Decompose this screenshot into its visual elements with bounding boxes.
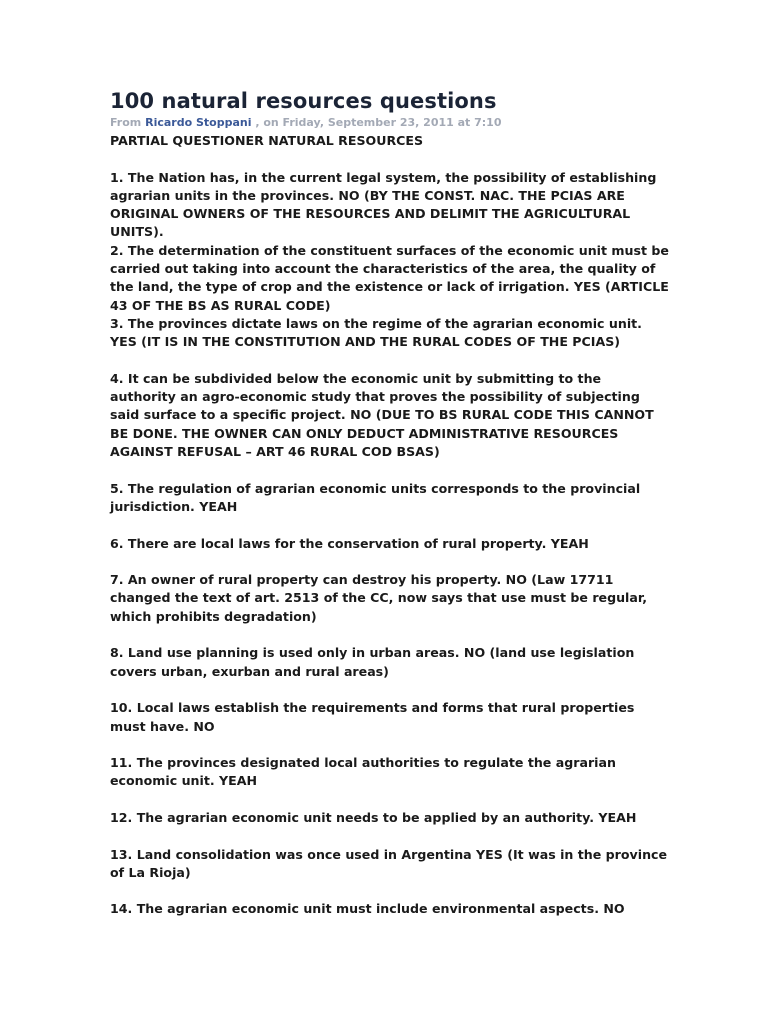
spacer <box>110 791 670 809</box>
question-2: 2. The determination of the constituent surfaces of the economic unit must be carried out taking into account the characteristics of the area, the quality of the land, the type of crop and the existence or lack of irrigation. YES (ARTICLE 43 OF THE BS AS RURAL CODE) <box>110 242 669 313</box>
author-link[interactable]: Ricardo Stoppani <box>145 116 252 129</box>
spacer <box>110 736 670 754</box>
document-title: 100 natural resources questions <box>110 89 497 113</box>
question-6: 6. There are local laws for the conservation of rural property. YEAH <box>110 535 589 551</box>
spacer <box>110 827 670 845</box>
document-body <box>110 132 670 919</box>
spacer <box>110 553 670 571</box>
spacer <box>110 681 670 699</box>
question-13: 13. Land consolidation was once used in Argentina YES (It was in the province of La Rioja) <box>110 846 668 880</box>
question-3: 3. The provinces dictate laws on the regime of the agrarian economic unit. YES (IT IS IN THE CONSTITUTION AND THE RURAL CODES OF THE PCIAS) <box>110 315 642 350</box>
question-5: 5. The regulation of agrarian economic units corresponds to the provincial jurisdiction. YEAH <box>110 480 641 514</box>
question-10: 10. Local laws establish the requirements and forms that rural properties must have. NO <box>110 700 635 734</box>
spacer <box>110 352 670 370</box>
question-8: 8. Land use planning is used only in urban areas. NO (land use legislation covers urban, exurban and rural areas) <box>110 645 635 679</box>
document-subtitle: PARTIAL QUESTIONER NATURAL RESOURCES <box>110 133 424 148</box>
spacer <box>110 150 670 168</box>
spacer <box>110 626 670 644</box>
question-4: 4. It can be subdivided below the economic unit by submitting to the authority an agro-economic study that proves the possibility of subjecting said surface to a specific project. NO (DUE TO BS RURAL CODE THIS CANNOT BE DONE. THE OWNER CAN ONLY DEDUCT ADMINISTRATIVE RESOURCES AGAINST REFUSAL – ART 46 RURAL COD BSAS) <box>110 370 654 460</box>
question-11: 11. The provinces designated local authorities to regulate the agrarian economic unit. YEAH <box>110 755 616 789</box>
question-12: 12. The agrarian economic unit needs to be applied by an authority. YEAH <box>110 809 637 825</box>
document-page <box>110 88 670 919</box>
question-7: 7. An owner of rural property can destroy his property. NO (Law 17711 changed the text of art. 2513 of the CC, now says that use must be regular, which prohibits degradation) <box>110 572 648 624</box>
meta-date: , on Friday, September 23, 2011 at 7:10 <box>251 116 502 129</box>
question-14: 14. The agrarian economic unit must include environmental aspects. NO <box>110 901 625 917</box>
post-meta <box>110 115 670 131</box>
spacer <box>110 461 670 479</box>
spacer <box>110 882 670 900</box>
spacer <box>110 516 670 534</box>
meta-prefix: From <box>110 116 146 129</box>
question-1: 1. The Nation has, in the current legal system, the possibility of establishing agrarian units in the provinces. NO (BY THE CONST. NAC. THE PCIAS ARE ORIGINAL OWNERS OF THE RESOURCES AND DELIMIT THE AGRICULTURAL UNITS). <box>110 169 657 240</box>
